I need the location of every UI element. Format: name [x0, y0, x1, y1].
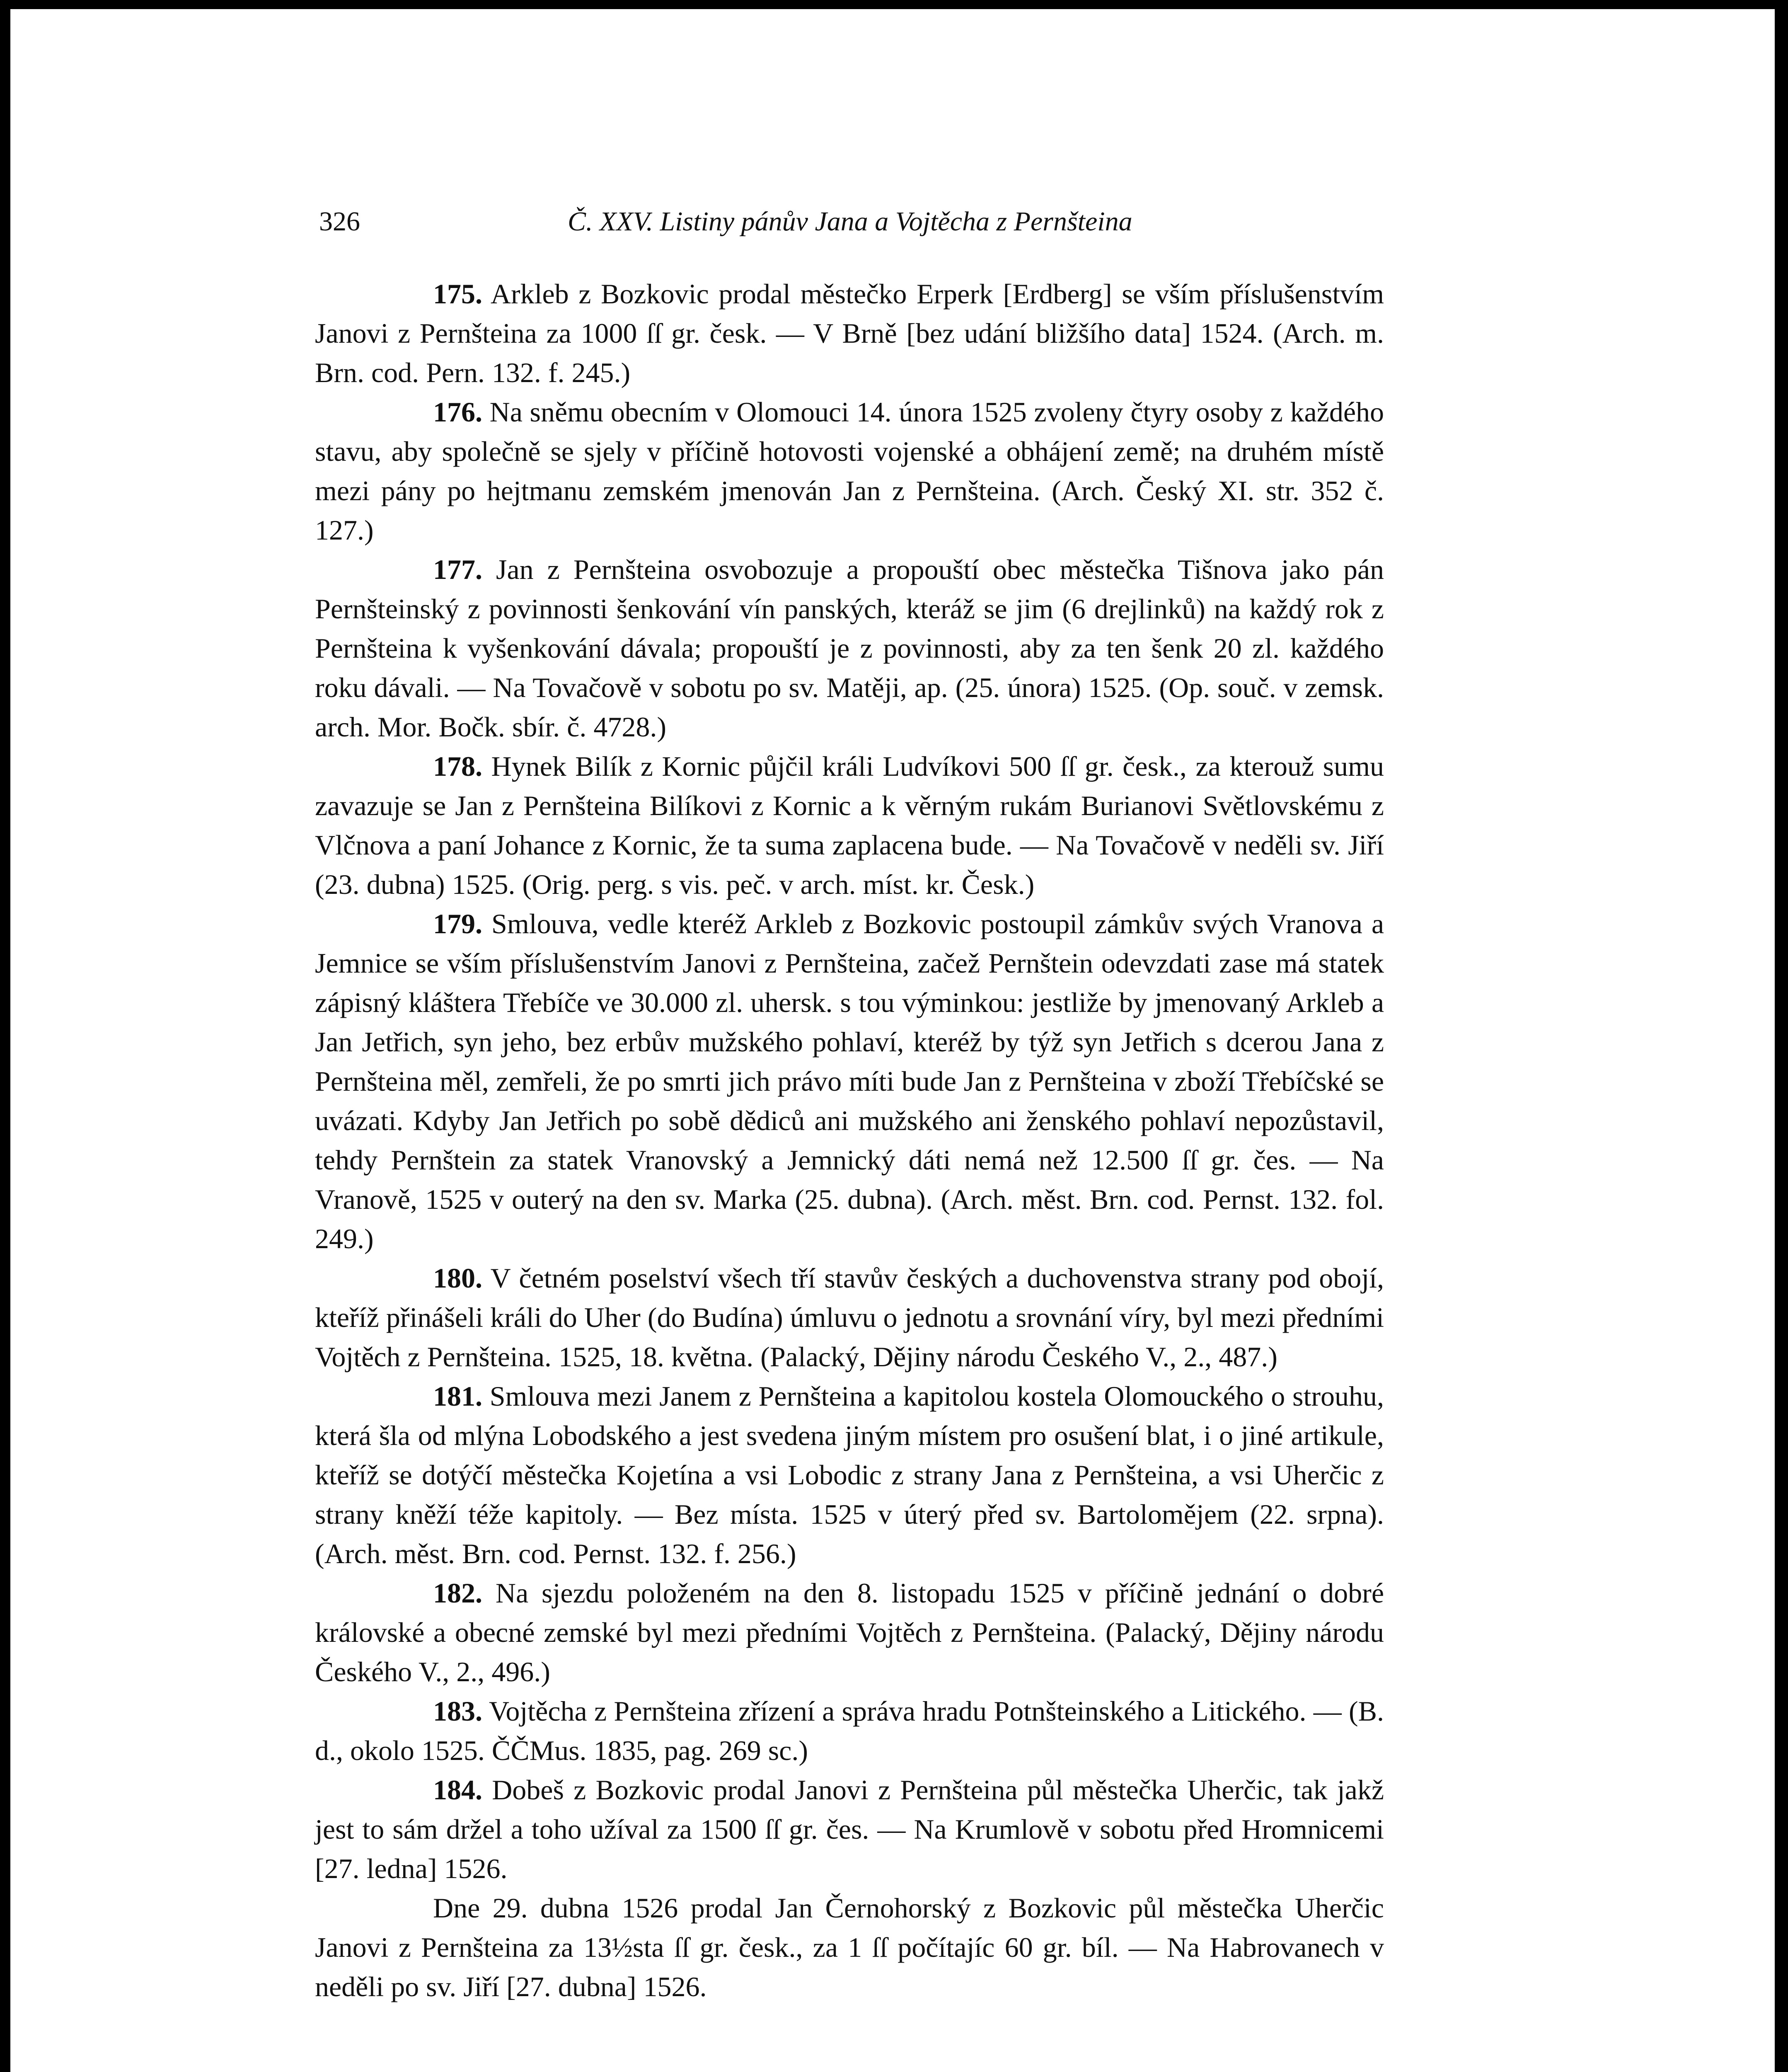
entry-text: Vojtěcha z Pernšteina zřízení a správa hradu Potnšteinského a Litického. — (B. d., okolo 1525. ČČMus. 1835, pag. 269 sc.) — [315, 1695, 1384, 1766]
entry-number: 180. — [433, 1262, 482, 1294]
entry-number: 183. — [433, 1695, 482, 1727]
entry-176 — [315, 392, 1384, 550]
entry-text: Smlouva mezi Janem z Pernšteina a kapitolou kostela Olomouckého o strouhu, která šla od mlýna Lobodského a jest svedena jiným místem pro osušení blat, i o jiné artikule, kteříž se dotýčí městečka Kojetína a vsi Lobodic z strany Jana z Pernšteina, a vsi Uherčic z strany kněží téže kapitoly. — Bez místa. 1525 v úterý před sv. Bartolomějem (22. srpna). (Arch. měst. Brn. cod. Pernst. 132. f. 256.) — [315, 1380, 1384, 1569]
entry-184 — [315, 1770, 1384, 1888]
entry-text: Dobeš z Bozkovic prodal Janovi z Pernšteina půl městečka Uherčic, tak jakž jest to sám držel a toho užíval za 1500 ſſ gr. čes. — Na Krumlově v sobotu před Hromnicemi [27. ledna] 1526. — [315, 1774, 1384, 1884]
entry-183 — [315, 1692, 1384, 1770]
entry-182 — [315, 1573, 1384, 1692]
entry-text: V četném poselství všech tří stavův českých a duchovenstva strany pod obojí, kteříž přinášeli králi do Uher (do Budína) úmluvu o jednotu a srovnání víry, byl mezi předními Vojtěch z Pernšteina. 1525, 18. května. (Palacký, Dějiny národu Českého V., 2., 487.) — [315, 1262, 1384, 1372]
entry-number: 178. — [433, 750, 482, 782]
entry-178 — [315, 747, 1384, 904]
entry-number: 176. — [433, 396, 482, 428]
entry-number: 179. — [433, 908, 482, 939]
document-page — [10, 9, 1775, 2072]
running-title: Č. XXV. Listiny pánův Jana a Vojtěcha z Pernšteina — [568, 206, 1132, 237]
entry-text: Smlouva, vedle kteréž Arkleb z Bozkovic postoupil zámkův svých Vranova a Jemnice se vším příslušenstvím Janovi z Pernšteina, začež Pernštein odevzdati zase má statek zápisný kláštera Třebíče ve 30.000 zl. uhersk. s tou výminkou: jestliže by jmenovaný Arkleb a Jan Jetřich, syn jeho, bez erbův mužského pohlaví, kteréž by týž syn Jetřich s dcerou Jana z Pernšteina měl, zemřeli, že po smrti jich právo míti bude Jan z Pernšteina v zboží Třebíčské se uvázati. Kdyby Jan Jetřich po sobě dědiců ani mužského ani ženského pohlaví nepozůstavil, tehdy Pernštein za statek Vranovský a Jemnický dáti nemá než 12.500 ſſ gr. čes. — Na Vranově, 1525 v outerý na den sv. Marka (25. dubna). (Arch. měst. Brn. cod. Pernst. 132. fol. 249.) — [315, 908, 1384, 1254]
body-text — [315, 274, 1384, 2007]
entry-text: Na sněmu obecním v Olomouci 14. února 1525 zvoleny čtyry osoby z každého stavu, aby společně se sjely v příčině hotovosti vojenské a obhájení země; na druhém místě mezi pány po hejtmanu zemském jmenován Jan z Pernšteina. (Arch. Český XI. str. 352 č. 127.) — [315, 396, 1384, 546]
entry-175 — [315, 274, 1384, 392]
entry-number: 177. — [433, 554, 482, 585]
entry-number: 182. — [433, 1577, 482, 1609]
entry-text: Dne 29. dubna 1526 prodal Jan Černohorský z Bozkovic půl městečka Uherčic Janovi z Pernšteina za 13½sta ſſ gr. česk., za 1 ſſ počítajíc 60 gr. bíl. — Na Habrovanech v neděli po sv. Jiří [27. dubna] 1526. — [315, 1892, 1384, 2002]
entry-text: Arkleb z Bozkovic prodal městečko Erperk [Erdberg] se vším příslušenstvím Janovi z Pernšteina za 1000 ſſ gr. česk. — V Brně [bez udání bližšího data] 1524. (Arch. m. Brn. cod. Pern. 132. f. 245.) — [315, 278, 1384, 388]
entry-text: Hynek Bilík z Kornic půjčil králi Ludvíkovi 500 ſſ gr. česk., za kterouž sumu zavazuje se Jan z Pernšteina Bilíkovi z Kornic a k věrným rukám Burianovi Světlovskému z Vlčnova a paní Johance z Kornic, že ta suma zaplacena bude. — Na Tovačově v neděli sv. Jiří (23. dubna) 1525. (Orig. perg. s vis. peč. v arch. míst. kr. Česk.) — [315, 750, 1384, 900]
entry-number: 181. — [433, 1380, 482, 1412]
entry-text: Na sjezdu položeném na den 8. listopadu 1525 v příčině jednání o dobré královské a obecné zemské byl mezi předními Vojtěch z Pernšteina. (Palacký, Dějiny národu Českého V., 2., 496.) — [315, 1577, 1384, 1687]
entry-184-continuation — [315, 1888, 1384, 2007]
entry-177 — [315, 550, 1384, 747]
entry-180 — [315, 1259, 1384, 1377]
entry-179 — [315, 904, 1384, 1259]
entry-text: Jan z Pernšteina osvobozuje a propouští obec městečka Tišnova jako pán Pernšteinský z povinnosti šenkování vín panských, kteráž se jim (6 drejlinků) na každý rok z Pernšteina k vyšenkování dávala; propouští je z povinnosti, aby za ten šenk 20 zl. každého roku dávali. — Na Tovačově v sobotu po sv. Matěji, ap. (25. února) 1525. (Op. souč. v zemsk. arch. Mor. Bočk. sbír. č. 4728.) — [315, 554, 1384, 743]
entry-number: 175. — [433, 278, 482, 310]
page-number: 326 — [319, 206, 360, 237]
entry-181 — [315, 1377, 1384, 1573]
entry-number: 184. — [433, 1774, 482, 1806]
